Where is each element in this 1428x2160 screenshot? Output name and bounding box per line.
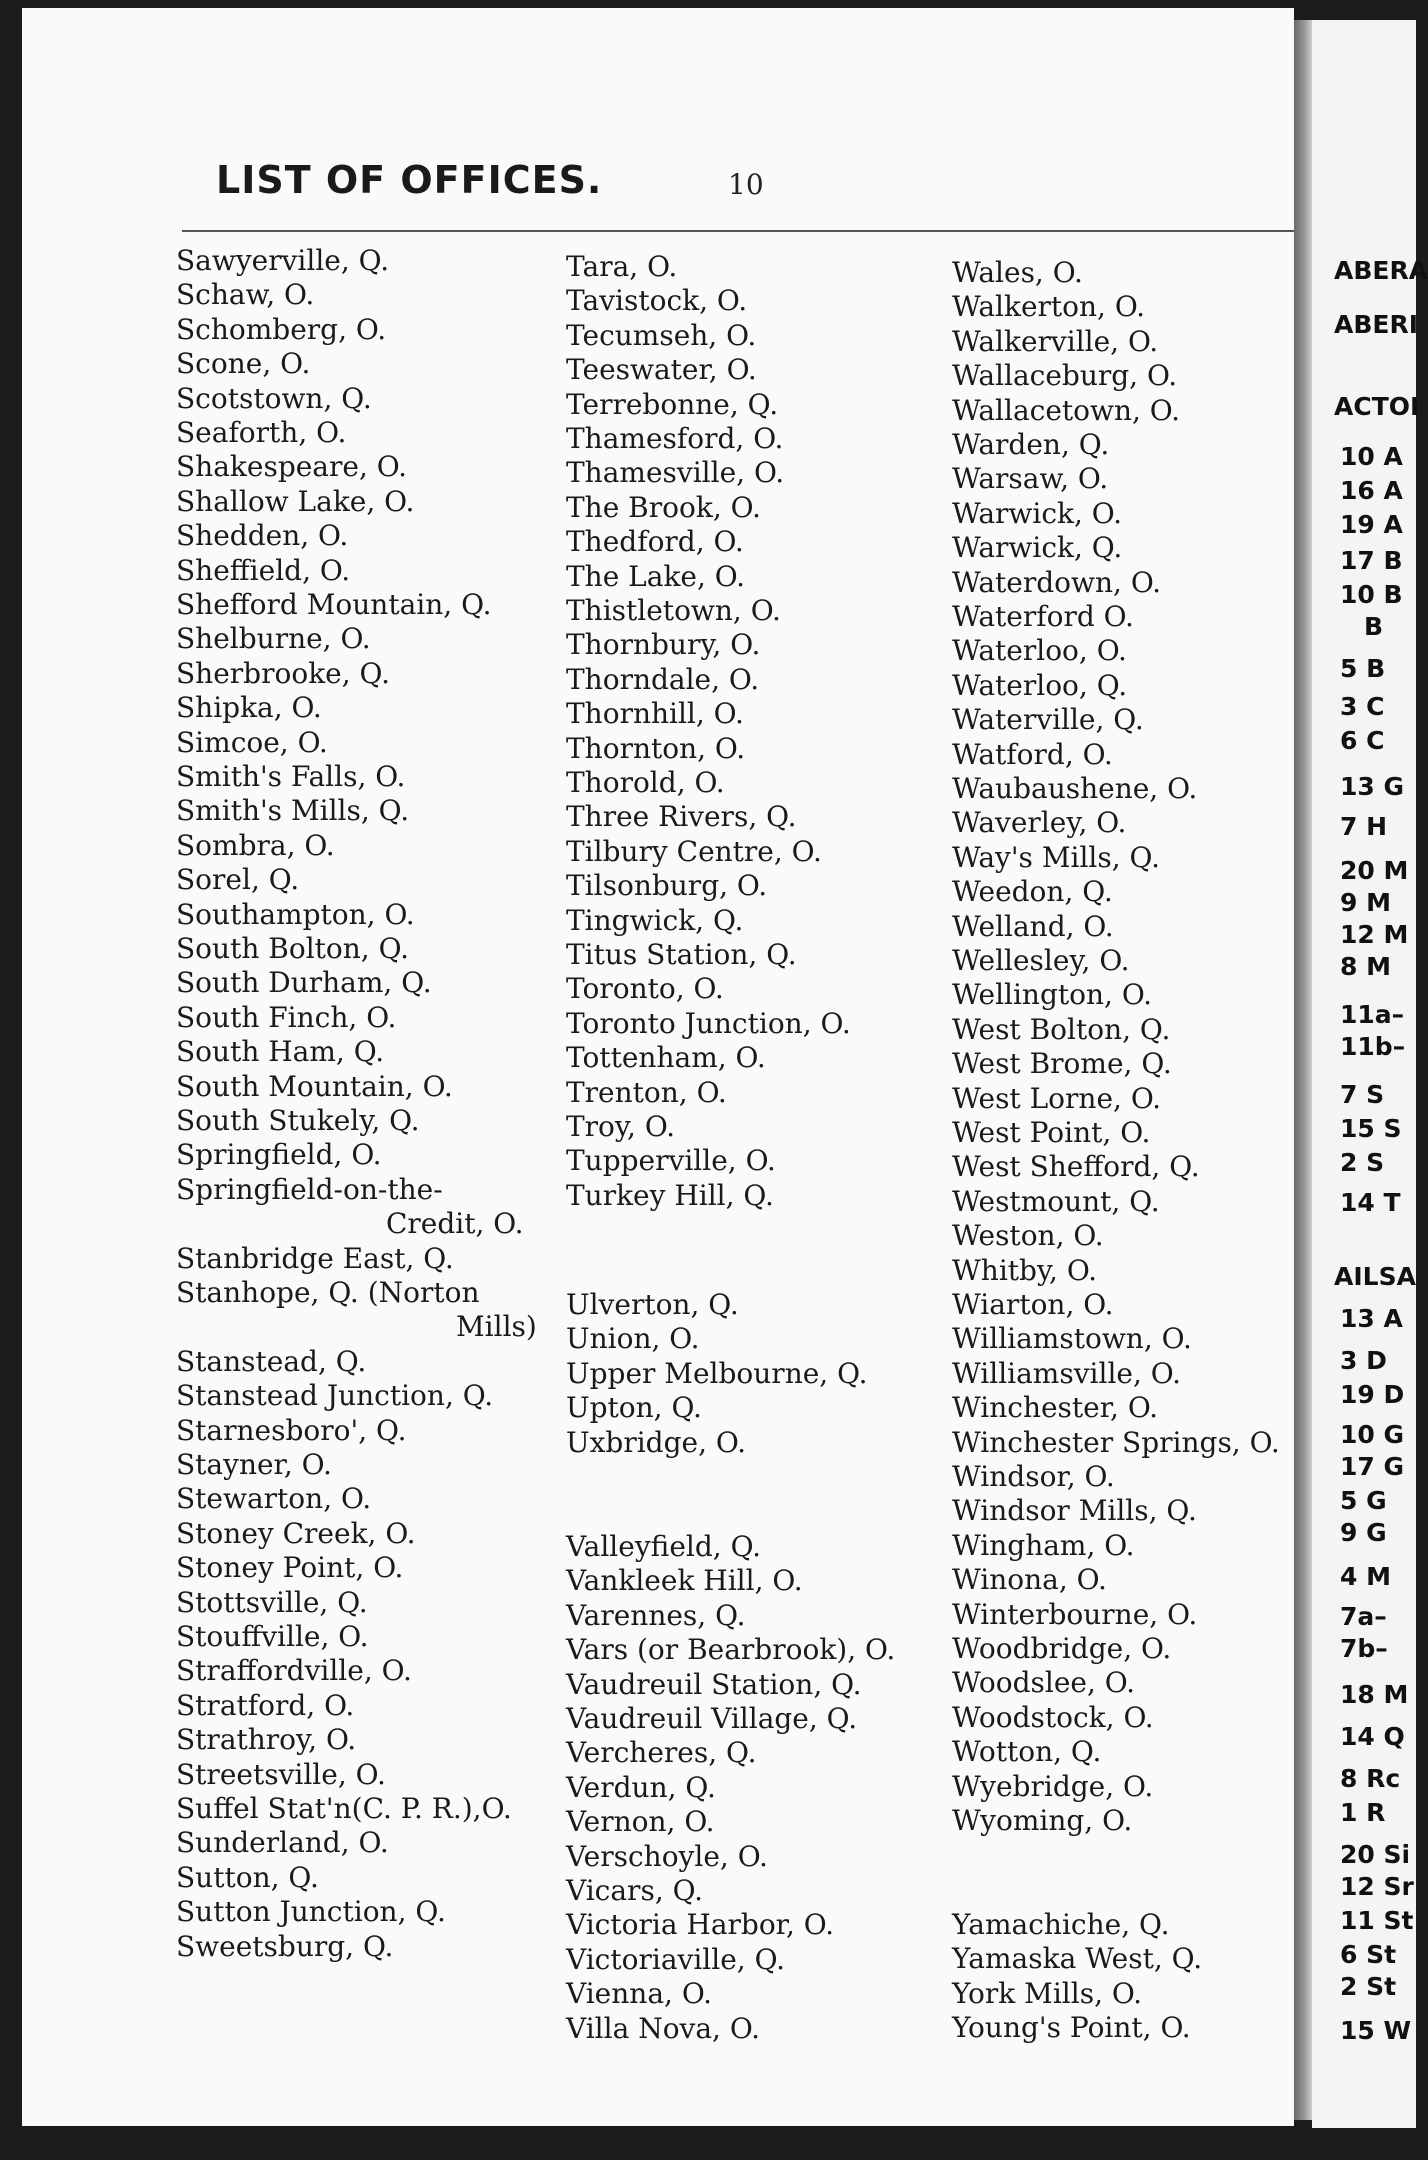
office-entry: Seaforth, O. (176, 416, 347, 449)
office-entry: Verschoyle, O. (566, 1839, 768, 1873)
office-entry: Thamesford, O. (566, 422, 784, 455)
adjacent-page-text: 5 G (1340, 1486, 1387, 1515)
office-entry: Toronto, O. (566, 972, 724, 1006)
adjacent-page-text: 9 G (1340, 1518, 1387, 1547)
office-entry: Stoney Creek, O. (176, 1516, 416, 1550)
office-entry: South Finch, O. (176, 1000, 397, 1034)
office-entry: Sheffield, O. (176, 553, 351, 587)
office-entry: Way's Mills, Q. (952, 840, 1160, 874)
office-entry: Woodbridge, O. (952, 1632, 1172, 1665)
office-entry: South Bolton, Q. (176, 932, 410, 965)
adjacent-page-text: 20 M (1340, 856, 1409, 885)
office-entry: Stayner, O. (176, 1448, 332, 1481)
office-entry: South Stukely, Q. (176, 1104, 420, 1137)
adjacent-page-text: B (1364, 612, 1384, 641)
adjacent-page-text: 16 A (1340, 476, 1403, 505)
office-entry: West Brome, Q. (952, 1047, 1172, 1081)
office-entry: Walkerville, O. (952, 324, 1159, 358)
adjacent-page-text: 11 St (1340, 1906, 1414, 1935)
office-entry: West Bolton, Q. (952, 1012, 1171, 1046)
office-entry: Windsor Mills, Q. (952, 1494, 1197, 1528)
office-entry: Williamstown, O. (952, 1322, 1192, 1356)
office-entry: Tottenham, O. (566, 1041, 766, 1075)
adjacent-page-text: 10 A (1340, 442, 1403, 471)
office-entry: Stoney Point, O. (176, 1551, 404, 1585)
adjacent-page-text: 11b– (1340, 1032, 1406, 1061)
adjacent-page-text: ABERI (1334, 310, 1419, 339)
office-entry: Thornbury, O. (566, 628, 761, 662)
office-entry: Wyebridge, O. (952, 1769, 1154, 1803)
office-entry: Uxbridge, O. (566, 1425, 747, 1459)
adjacent-page-text: 1 R (1340, 1798, 1386, 1827)
adjacent-page-text: 10 B (1340, 580, 1403, 609)
office-entry: Warwick, Q. (952, 531, 1123, 565)
office-entry: Stottsville, Q. (176, 1585, 368, 1619)
office-entry: Welland, O. (952, 909, 1114, 943)
office-entry: Scone, O. (176, 347, 311, 381)
office-entry: Ulverton, Q. (566, 1288, 739, 1321)
office-entry: Thornton, O. (566, 731, 746, 765)
office-entry: Weston, O. (952, 1219, 1104, 1253)
office-entry: Winterbourne, O. (952, 1597, 1198, 1631)
office-entry: Waterloo, O. (952, 634, 1127, 668)
office-entry: Thornhill, O. (566, 697, 744, 731)
office-entry: Woodstock, O. (952, 1700, 1154, 1734)
office-entry: Vienna, O. (566, 1977, 713, 2011)
office-entry: Vernon, O. (566, 1805, 715, 1839)
office-entry: Windsor, O. (952, 1460, 1115, 1493)
office-entry: Sutton Junction, Q. (176, 1895, 446, 1929)
office-entry: Young's Point, O. (952, 2011, 1191, 2045)
office-entry: Vicars, Q. (566, 1874, 704, 1907)
header-rule (182, 230, 1308, 232)
office-entry: Wallacetown, O. (952, 393, 1181, 427)
office-entry: Stewarton, O. (176, 1482, 372, 1516)
office-entry: Three Rivers, Q. (566, 800, 797, 834)
office-entry: Thistletown, O. (566, 594, 781, 627)
office-entry: Vaudreuil Station, Q. (566, 1667, 862, 1701)
office-entry: Villa Nova, O. (566, 2011, 761, 2045)
office-entry: Tara, O. (566, 250, 678, 283)
adjacent-page-text: 10 G (1340, 1420, 1405, 1449)
office-entry: Varennes, Q. (566, 1598, 746, 1632)
office-entry: Stouffville, O. (176, 1620, 369, 1653)
office-entry: Warsaw, O. (952, 462, 1109, 496)
book-spine (1294, 20, 1312, 2120)
office-entry: Wotton, Q. (952, 1735, 1102, 1769)
office-entry: Warwick, O. (952, 496, 1123, 530)
office-entry: Sherbrooke, Q. (176, 656, 390, 690)
office-entry: Stanstead, Q. (176, 1344, 367, 1378)
adjacent-page-text: 20 Si (1340, 1840, 1411, 1869)
adjacent-page-text: AILSA (1334, 1262, 1416, 1291)
adjacent-page-text: 17 B (1340, 546, 1403, 575)
office-entry: Wallaceburg, O. (952, 359, 1178, 393)
office-entry: Stanhope, Q. (Norton (176, 1276, 480, 1309)
page-number: 10 (728, 168, 764, 201)
office-entry: Stanbridge East, Q. (176, 1241, 454, 1275)
office-entry: Waverley, O. (952, 806, 1127, 840)
adjacent-page-text: 3 C (1340, 692, 1385, 721)
office-entry-continuation: Mills) (456, 1310, 537, 1344)
office-entry: Winchester, O. (952, 1391, 1159, 1425)
office-entry: Yamaska West, Q. (952, 1942, 1203, 1976)
adjacent-page-text: 2 St (1340, 1972, 1397, 2001)
office-entry: Winchester Springs, O. (952, 1425, 1280, 1459)
book-page (22, 8, 1294, 2126)
adjacent-page-text: 4 M (1340, 1562, 1391, 1591)
office-entry: Yamachiche, Q. (952, 1908, 1170, 1941)
adjacent-page-text: 6 St (1340, 1940, 1397, 1969)
office-entry: Shipka, O. (176, 691, 322, 725)
office-entry: Shedden, O. (176, 519, 349, 553)
office-entry: Trenton, O. (566, 1075, 727, 1109)
office-entry: Toronto Junction, O. (566, 1006, 851, 1040)
adjacent-page-text: 7 H (1340, 812, 1388, 841)
office-entry: Southampton, O. (176, 897, 415, 931)
adjacent-page-text: 19 A (1340, 510, 1403, 539)
office-entry: Springfield, O. (176, 1138, 382, 1172)
office-entry: Tavistock, O. (566, 284, 748, 318)
office-entry: Troy, O. (566, 1110, 676, 1143)
office-entry: Wingham, O. (952, 1528, 1135, 1562)
adjacent-page-text: 7b– (1340, 1634, 1388, 1663)
adjacent-page-text: 12 Sr (1340, 1872, 1414, 1901)
office-entry: Springfield-on-the- (176, 1172, 443, 1206)
office-entry: Tilbury Centre, O. (566, 834, 822, 868)
office-entry: The Lake, O. (566, 559, 746, 593)
office-entry: Valleyfield, Q. (566, 1530, 762, 1563)
office-entry: West Shefford, Q. (952, 1150, 1200, 1184)
office-entry: Straffordville, O. (176, 1654, 412, 1688)
adjacent-page-text: ABERA (1334, 256, 1428, 285)
office-entry: Thedford, O. (566, 525, 744, 559)
office-entry: Upper Melbourne, Q. (566, 1356, 868, 1390)
office-entry: Williamsville, O. (952, 1356, 1181, 1390)
office-entry: Streetsville, O. (176, 1757, 386, 1791)
office-entry-continuation: Credit, O. (386, 1207, 524, 1241)
office-entry: South Ham, Q. (176, 1035, 385, 1069)
office-entry: Weedon, Q. (952, 875, 1113, 909)
office-entry: Schaw, O. (176, 278, 315, 312)
office-entry: Vercheres, Q. (566, 1736, 757, 1770)
office-entry: Wiarton, O. (952, 1288, 1114, 1321)
office-entry: Terrebonne, Q. (566, 387, 779, 421)
office-entry: Sawyerville, Q. (176, 244, 390, 277)
adjacent-page-text: 8 M (1340, 952, 1391, 981)
office-entry: South Mountain, O. (176, 1069, 453, 1103)
adjacent-page-text: 5 B (1340, 654, 1386, 683)
office-entry: Turkey Hill, Q. (566, 1178, 774, 1212)
office-entry: Waubaushene, O. (952, 772, 1198, 805)
office-entry: Wyoming, O. (952, 1804, 1133, 1837)
office-entry: Shallow Lake, O. (176, 484, 415, 518)
adjacent-page-text: 12 M (1340, 920, 1409, 949)
adjacent-page-text: 7a– (1340, 1602, 1387, 1631)
adjacent-page-text: 19 D (1340, 1380, 1405, 1409)
office-entry: Tingwick, Q. (566, 903, 744, 937)
adjacent-page-text: 17 G (1340, 1452, 1405, 1481)
office-entry: Smith's Falls, O. (176, 760, 406, 793)
office-entry: Wellington, O. (952, 978, 1153, 1012)
office-entry: Shelburne, O. (176, 622, 371, 656)
office-entry: Winona, O. (952, 1563, 1107, 1597)
office-entry: Starnesboro', Q. (176, 1413, 407, 1447)
office-entry: York Mills, O. (952, 1976, 1143, 2010)
office-entry: Warden, Q. (952, 428, 1110, 461)
adjacent-page-text: 7 S (1340, 1080, 1385, 1109)
office-entry: Waterford O. (952, 600, 1134, 633)
office-entry: Wales, O. (952, 256, 1083, 289)
office-entry: Smith's Mills, Q. (176, 794, 410, 828)
office-entry: Simcoe, O. (176, 725, 328, 759)
office-entry: Vankleek Hill, O. (566, 1564, 803, 1598)
office-entry: Vaudreuil Village, Q. (566, 1702, 858, 1735)
office-entry: Sombra, O. (176, 828, 335, 862)
office-entry: Vars (or Bearbrook), O. (566, 1633, 896, 1667)
office-entry: Sorel, Q. (176, 863, 300, 897)
office-entry: Schomberg, O. (176, 312, 387, 346)
office-entry: Strathroy, O. (176, 1723, 357, 1757)
office-entry: West Point, O. (952, 1116, 1151, 1149)
office-entry: Waterdown, O. (952, 565, 1162, 599)
office-entry: West Lorne, O. (952, 1081, 1162, 1115)
office-entry: Victoriaville, Q. (566, 1942, 786, 1976)
office-entry: Stanstead Junction, Q. (176, 1379, 494, 1413)
adjacent-page-text: 15 W (1340, 2016, 1412, 2045)
office-entry: Woodslee, O. (952, 1666, 1135, 1700)
office-entry: Sutton, Q. (176, 1860, 319, 1894)
office-entry: Wellesley, O. (952, 944, 1130, 977)
adjacent-page-text: 13 A (1340, 1304, 1403, 1333)
office-entry: Shefford Mountain, Q. (176, 588, 492, 621)
adjacent-page-text: 14 Q (1340, 1722, 1405, 1751)
office-entry: Union, O. (566, 1322, 700, 1356)
office-entry: Westmount, Q. (952, 1184, 1160, 1218)
office-entry: Victoria Harbor, O. (566, 1908, 835, 1942)
office-entry: South Durham, Q. (176, 966, 432, 1000)
office-entry: Walkerton, O. (952, 290, 1146, 324)
office-entry: Titus Station, Q. (566, 938, 797, 971)
adjacent-page-text: 6 C (1340, 726, 1385, 755)
adjacent-page-text: 15 S (1340, 1114, 1402, 1143)
office-entry: Verdun, Q. (566, 1770, 716, 1804)
adjacent-page-text: 9 M (1340, 888, 1391, 917)
office-entry: Thorold, O. (566, 766, 725, 799)
adjacent-page-text: 8 Rc (1340, 1764, 1401, 1793)
office-entry: Upton, Q. (566, 1391, 702, 1425)
office-entry: Scotstown, Q. (176, 381, 372, 415)
adjacent-page-text: ACTOI (1334, 392, 1420, 421)
office-entry: Tecumseh, O. (566, 318, 757, 352)
adjacent-page-text: 11a– (1340, 1000, 1405, 1029)
office-entry: Whitby, O. (952, 1253, 1098, 1287)
office-entry: Teeswater, O. (566, 353, 757, 387)
office-entry: Suffel Stat'n(C. P. R.),O. (176, 1792, 512, 1825)
page-title: LIST OF OFFICES. (216, 158, 603, 202)
office-entry: Thamesville, O. (566, 456, 785, 490)
office-entry: Waterloo, Q. (952, 668, 1128, 702)
office-entry: Waterville, Q. (952, 703, 1144, 737)
adjacent-page-text: 14 T (1340, 1188, 1401, 1217)
adjacent-page-edge (1312, 20, 1428, 2128)
office-entry: Thorndale, O. (566, 662, 760, 696)
office-entry: Stratford, O. (176, 1688, 355, 1722)
adjacent-page-text: 18 M (1340, 1680, 1409, 1709)
adjacent-page-text: 13 G (1340, 772, 1405, 801)
adjacent-page-text: 3 D (1340, 1346, 1387, 1375)
office-entry: Tilsonburg, O. (566, 869, 768, 903)
adjacent-page-text: 2 S (1340, 1148, 1385, 1177)
office-entry: The Brook, O. (566, 490, 761, 524)
office-entry: Tupperville, O. (566, 1144, 776, 1178)
office-entry: Shakespeare, O. (176, 450, 407, 484)
office-entry: Sweetsburg, Q. (176, 1929, 394, 1963)
office-entry: Watford, O. (952, 737, 1113, 771)
office-entry: Sunderland, O. (176, 1826, 389, 1860)
